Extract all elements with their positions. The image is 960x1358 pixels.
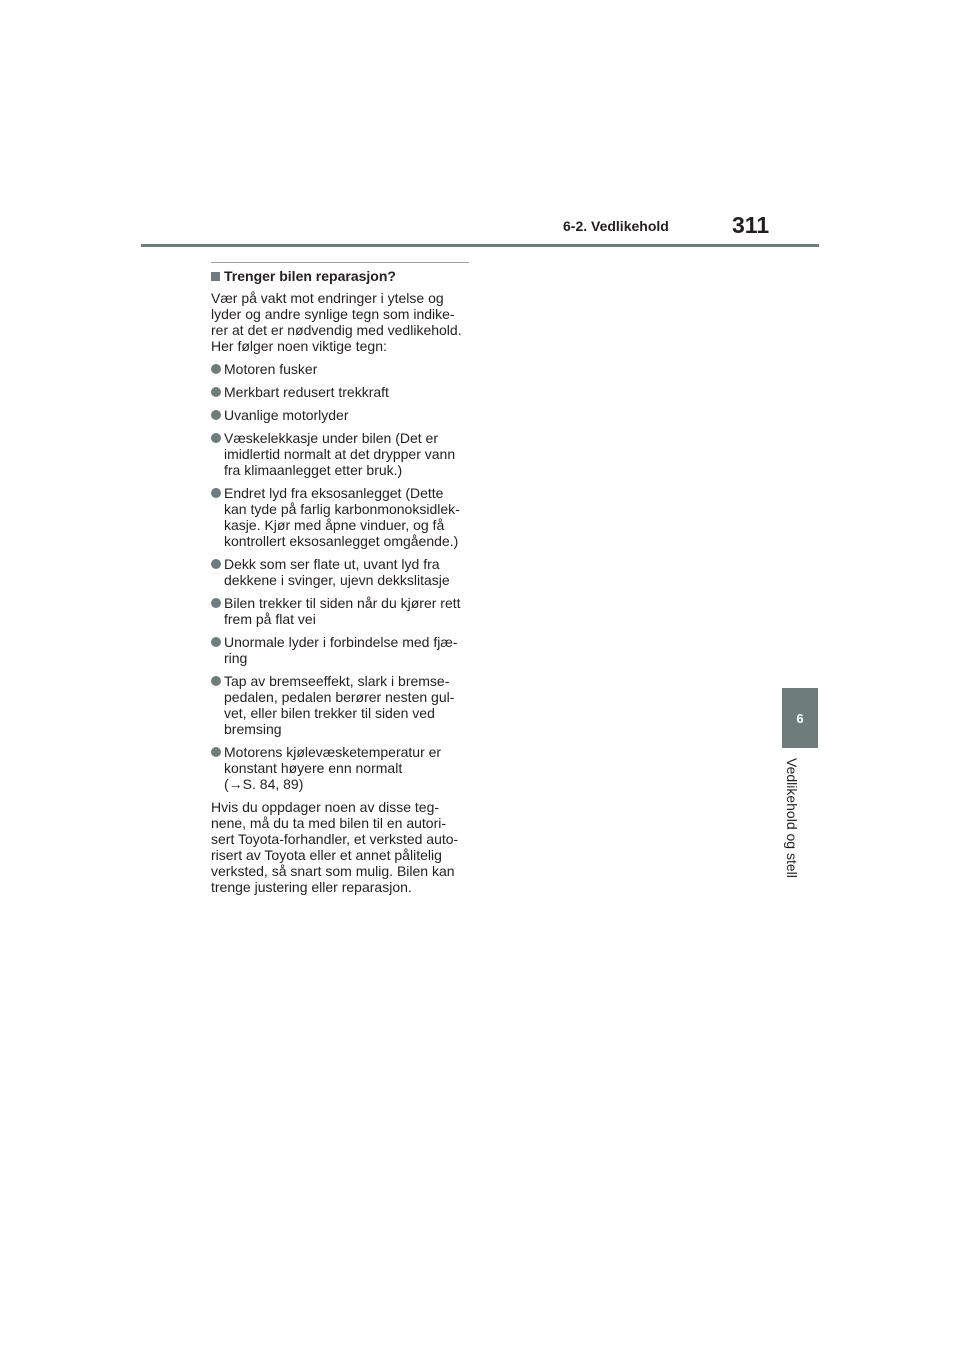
text-line: pedalen, pedalen berører nesten gul- bbox=[224, 689, 455, 705]
text-line: verksted, så snart som mulig. Bilen kan bbox=[211, 863, 455, 879]
text-line: ring bbox=[224, 650, 248, 666]
square-bullet-icon bbox=[211, 272, 220, 281]
list-item bbox=[211, 673, 469, 737]
round-bullet-icon bbox=[211, 433, 221, 443]
intro-paragraph bbox=[211, 290, 469, 354]
text-line: (→S. 84, 89) bbox=[224, 776, 304, 792]
main-content bbox=[211, 262, 469, 895]
text-line: Motorens kjølevæsketemperatur er bbox=[224, 744, 442, 760]
text-line: imidlertid normalt at det drypper vann bbox=[224, 446, 456, 462]
round-bullet-icon bbox=[211, 747, 221, 757]
list-item bbox=[211, 407, 469, 423]
list-item bbox=[211, 744, 469, 792]
text-line: Dekk som ser flate ut, uvant lyd fra bbox=[224, 556, 440, 572]
chapter-tab bbox=[782, 688, 818, 748]
text-line: kasje. Kjør med åpne vinduer, og få bbox=[224, 517, 445, 533]
text-line: fra klimaanlegget etter bruk.) bbox=[224, 462, 403, 478]
text-line: bremsing bbox=[224, 721, 282, 737]
text-line: Motoren fusker bbox=[224, 361, 318, 377]
text-line: Unormale lyder i forbindelse med fjæ- bbox=[224, 634, 458, 650]
text-line: kontrollert eksosanlegget omgående.) bbox=[224, 533, 459, 549]
text-line: konstant høyere enn normalt bbox=[224, 760, 403, 776]
text-line: trenge justering eller reparasjon. bbox=[211, 879, 412, 895]
list-item bbox=[211, 556, 469, 588]
list-item bbox=[211, 384, 469, 400]
text-line: Her følger noen viktige tegn: bbox=[211, 338, 387, 354]
round-bullet-icon bbox=[211, 364, 221, 374]
list-item bbox=[211, 361, 469, 377]
text-line: sert Toyota-forhandler, et verksted auto- bbox=[211, 831, 459, 847]
section-divider bbox=[211, 262, 469, 263]
section-heading-text: Trenger bilen reparasjon? bbox=[224, 268, 396, 284]
text-line: frem på flat vei bbox=[224, 611, 316, 627]
text-line: Vær på vakt mot endringer i ytelse og bbox=[211, 290, 444, 306]
page-number: 311 bbox=[732, 212, 770, 238]
closing-paragraph bbox=[211, 799, 469, 895]
chapter-number: 6 bbox=[796, 710, 804, 726]
text-line: vet, eller bilen trekker til siden ved bbox=[224, 705, 435, 721]
text-line: Tap av bremseeffekt, slark i bremse- bbox=[224, 673, 450, 689]
text-line: Merkbart redusert trekkraft bbox=[224, 384, 389, 400]
text-line: dekkene i svinger, ujevn dekkslitasje bbox=[224, 572, 450, 588]
text-line: Bilen trekker til siden når du kjører rett bbox=[224, 595, 461, 611]
round-bullet-icon bbox=[211, 387, 221, 397]
list-item bbox=[211, 485, 469, 549]
header-divider bbox=[141, 244, 819, 247]
text-line: risert av Toyota eller et annet pålitelig bbox=[211, 847, 442, 863]
round-bullet-icon bbox=[211, 488, 221, 498]
warning-sign-list bbox=[211, 361, 469, 792]
list-item bbox=[211, 634, 469, 666]
section-title: 6-2. Vedlikehold bbox=[563, 218, 669, 234]
round-bullet-icon bbox=[211, 410, 221, 420]
text-line: kan tyde på farlig karbonmonoksidlek- bbox=[224, 501, 460, 517]
text-line: nene, må du ta med bilen til en autori- bbox=[211, 815, 447, 831]
text-line: lyder og andre synlige tegn som indike- bbox=[211, 306, 455, 322]
chapter-title: Vedlikehold og stell bbox=[784, 758, 800, 878]
list-item bbox=[211, 595, 469, 627]
round-bullet-icon bbox=[211, 676, 221, 686]
text-line: Uvanlige motorlyder bbox=[224, 407, 349, 423]
text-line: rer at det er nødvendig med vedlikehold. bbox=[211, 322, 462, 338]
round-bullet-icon bbox=[211, 598, 221, 608]
text-line: Væskelekkasje under bilen (Det er bbox=[224, 430, 438, 446]
section-heading bbox=[211, 268, 469, 284]
round-bullet-icon bbox=[211, 637, 221, 647]
list-item bbox=[211, 430, 469, 478]
text-line: Endret lyd fra eksosanlegget (Dette bbox=[224, 485, 444, 501]
round-bullet-icon bbox=[211, 559, 221, 569]
text-line: Hvis du oppdager noen av disse teg- bbox=[211, 799, 440, 815]
